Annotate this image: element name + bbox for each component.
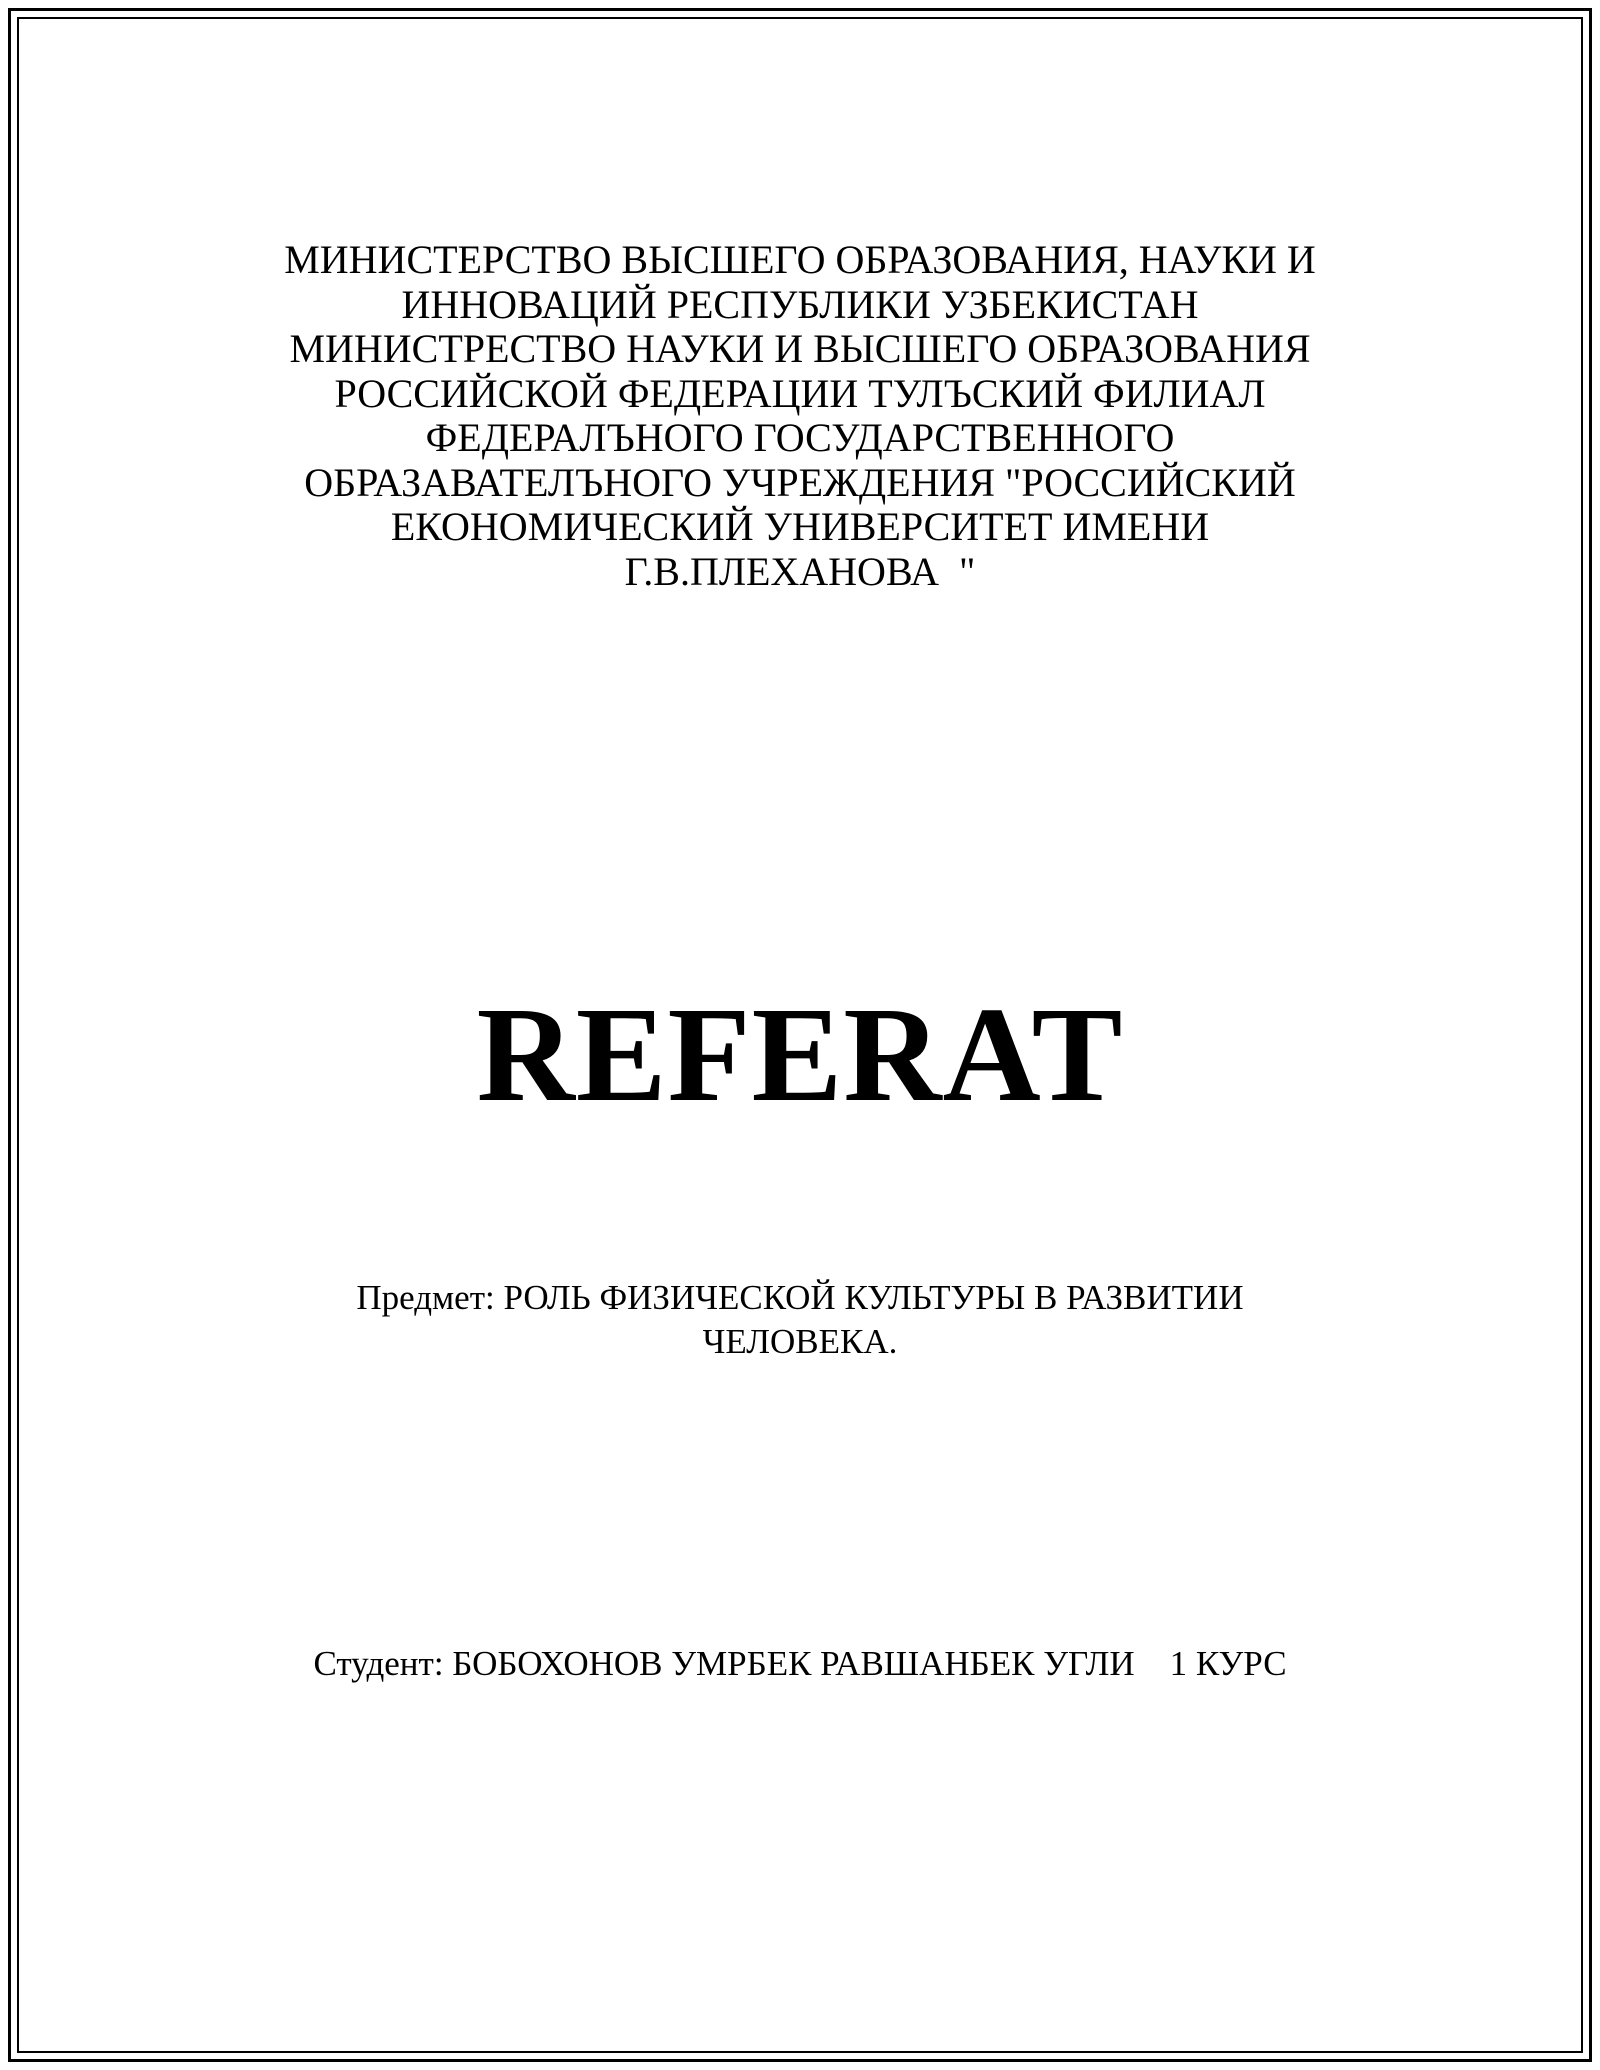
header-line: ФЕДЕРАЛЪНОГО ГОСУДАРСТВЕННОГО bbox=[425, 415, 1175, 460]
header-line: МИНИСТРЕСТВО НАУКИ И ВЫСШЕГО ОБРАЗОВАНИЯ bbox=[289, 326, 1311, 371]
subject-line: ЧЕЛОВЕКА. bbox=[702, 1322, 898, 1361]
header-line: ЕКОНОМИЧЕСКИЙ УНИВЕРСИТЕТ ИМЕНИ bbox=[390, 504, 1210, 549]
header-line: РОССИЙСКОЙ ФЕДЕРАЦИИ ТУЛЪСКИЙ ФИЛИАЛ bbox=[334, 370, 1266, 416]
header-line: ИННОВАЦИЙ РЕСПУБЛИКИ УЗБЕКИСТАН bbox=[401, 281, 1199, 327]
institution-header bbox=[200, 238, 1400, 594]
header-line: ОБРАЗАВАТЕЛЪНОГО УЧРЕЖДЕНИЯ "РОССИЙСКИЙ bbox=[304, 459, 1296, 505]
header-line: МИНИСТЕРСТВО ВЫСШЕГО ОБРАЗОВАНИЯ, НАУКИ И bbox=[284, 237, 1316, 282]
header-line: Г.В.ПЛЕХАНОВА " bbox=[624, 548, 976, 594]
student-line: Студент: БОБОХОНОВ УМРБЕК РАВШАНБЕК УГЛИ 1 КУРС bbox=[313, 1644, 1287, 1683]
subject-line: Предмет: РОЛЬ ФИЗИЧЕСКОЙ КУЛЬТУРЫ В РАЗВИТИИ bbox=[356, 1278, 1244, 1317]
document-title: REFERAT bbox=[476, 980, 1124, 1130]
subject-block bbox=[200, 1276, 1400, 1364]
